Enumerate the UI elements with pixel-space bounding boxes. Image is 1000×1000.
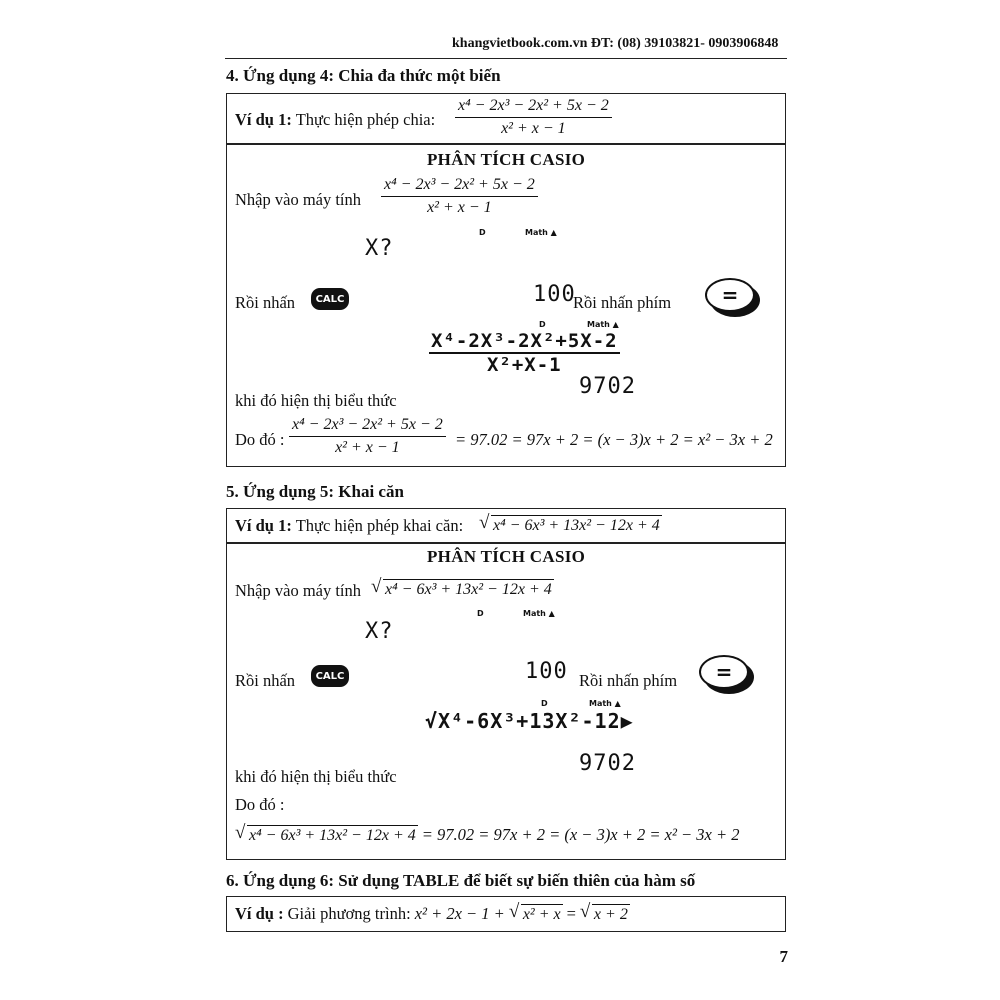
equation-left: x² + 2x − 1 + — [414, 904, 505, 923]
input-fraction — [381, 176, 538, 217]
calc-key-icon: CALC — [311, 288, 349, 310]
page-number: 7 — [779, 947, 788, 966]
radicand: x⁴ − 6x³ + 13x² − 12x + 4 — [385, 581, 552, 598]
example-text: Thực hiện phép khai căn: — [295, 516, 464, 535]
section4-example — [235, 110, 435, 130]
press-key-text: Rồi nhấn phím — [579, 671, 678, 690]
input-text: Nhập vào máy tính — [235, 581, 362, 600]
fraction-numerator: x⁴ − 2x³ − 2x² + 5x − 2 — [289, 416, 446, 437]
sqrt-icon: √ — [508, 901, 520, 922]
example-label: Ví dụ 1: — [235, 110, 292, 129]
press-text: Rồi nhấn — [235, 671, 296, 690]
fraction-denominator: x² + x − 1 — [501, 120, 566, 137]
section4-casio-box — [226, 143, 786, 467]
equals-key-icon: = — [699, 655, 749, 689]
fraction-denominator: x² + x − 1 — [335, 439, 400, 456]
section5-example — [235, 516, 463, 536]
section5-example-box — [226, 508, 786, 544]
casio-title: PHÂN TÍCH CASIO — [427, 547, 586, 566]
lcd-expression — [429, 330, 620, 376]
example-label: Ví dụ : — [235, 904, 284, 923]
section4-title: 4. Ứng dụng 4: Chia đa thức một biến — [226, 66, 501, 85]
example-label: Ví dụ 1: — [235, 516, 292, 535]
sqrt-icon: √ — [479, 512, 490, 533]
section5-title: 5. Ứng dụng 5: Khai căn — [226, 482, 404, 501]
section6-title: 6. Ứng dụng 6: Sử dụng TABLE để biết sự biến thiên của hàm số — [226, 871, 696, 890]
lcd-math-indicator: Math ▲ — [589, 699, 621, 708]
example-text: Giải phương trình: — [287, 904, 411, 923]
sqrt-icon: √ — [235, 822, 246, 843]
lcd-math-indicator: Math ▲ — [525, 228, 557, 237]
lcd-prompt: X? — [365, 236, 394, 261]
lcd-expression-numerator: X⁴-2X³-2X²+5X-2 — [431, 330, 618, 352]
fraction-denominator: x² + x − 1 — [427, 199, 492, 216]
lcd-prompt: X? — [365, 619, 394, 644]
sqrt-radicand-1: x² + x — [522, 906, 561, 923]
lcd-d-indicator: D — [541, 699, 548, 708]
conclusion-label: Do đó : — [235, 430, 285, 449]
example-text: Thực hiện phép chia: — [295, 110, 436, 129]
equals-key-icon: = — [705, 278, 755, 312]
lcd-result: 9702 — [579, 374, 636, 399]
section5-example-sqrt — [479, 512, 662, 535]
show-text: khi đó hiện thị biểu thức — [235, 391, 397, 410]
conclusion-label: Do đó : — [235, 795, 285, 814]
lcd-math-indicator: Math ▲ — [523, 609, 555, 618]
value-100: 100 — [533, 282, 576, 307]
conclusion-rhs: = 97.02 = 97x + 2 = (x − 3)x + 2 = x² − 3x + 2 — [455, 430, 773, 449]
conclusion-rhs: = 97.02 = 97x + 2 = (x − 3)x + 2 = x² − 3x + 2 — [421, 825, 740, 844]
input-sqrt — [371, 576, 554, 599]
fraction-numerator: x⁴ − 2x³ − 2x² + 5x − 2 — [455, 97, 612, 118]
lcd-result: 9702 — [579, 751, 636, 776]
sqrt-icon: √ — [579, 901, 591, 922]
page-header: khangvietbook.com.vn ĐT: (08) 39103821- 0903906848 — [452, 36, 779, 51]
show-text: khi đó hiện thị biểu thức — [235, 767, 397, 786]
lcd-d-indicator: D — [477, 609, 484, 618]
conclusion-line — [235, 822, 740, 845]
radicand: x⁴ − 6x³ + 13x² − 12x + 4 — [249, 827, 416, 844]
lcd-d-indicator: D — [479, 228, 486, 237]
header-rule — [225, 58, 787, 59]
press-text: Rồi nhấn — [235, 293, 296, 312]
lcd-d-indicator: D — [539, 320, 546, 329]
section4-example-fraction — [455, 97, 612, 138]
conclusion-fraction — [289, 416, 446, 457]
section4-example-box — [226, 93, 786, 145]
press-key-text: Rồi nhấn phím — [573, 293, 672, 312]
equation-equals: = — [566, 904, 576, 923]
fraction-numerator: x⁴ − 2x³ − 2x² + 5x − 2 — [381, 176, 538, 197]
section6-example-box — [226, 896, 786, 932]
radicand: x⁴ − 6x³ + 13x² − 12x + 4 — [493, 517, 660, 534]
section6-example — [235, 901, 630, 924]
sqrt-radicand-2: x + 2 — [593, 906, 628, 923]
value-100: 100 — [525, 659, 568, 684]
input-text: Nhập vào máy tính — [235, 190, 362, 209]
lcd-expression: √X⁴-6X³+13X²-12▶ — [425, 709, 634, 733]
calc-key-icon: CALC — [311, 665, 349, 687]
casio-title: PHÂN TÍCH CASIO — [427, 150, 586, 169]
sqrt-icon: √ — [371, 576, 382, 597]
lcd-math-indicator: Math ▲ — [587, 320, 619, 329]
section5-casio-box — [226, 542, 786, 860]
lcd-expression-denominator: X²+X-1 — [486, 354, 562, 376]
